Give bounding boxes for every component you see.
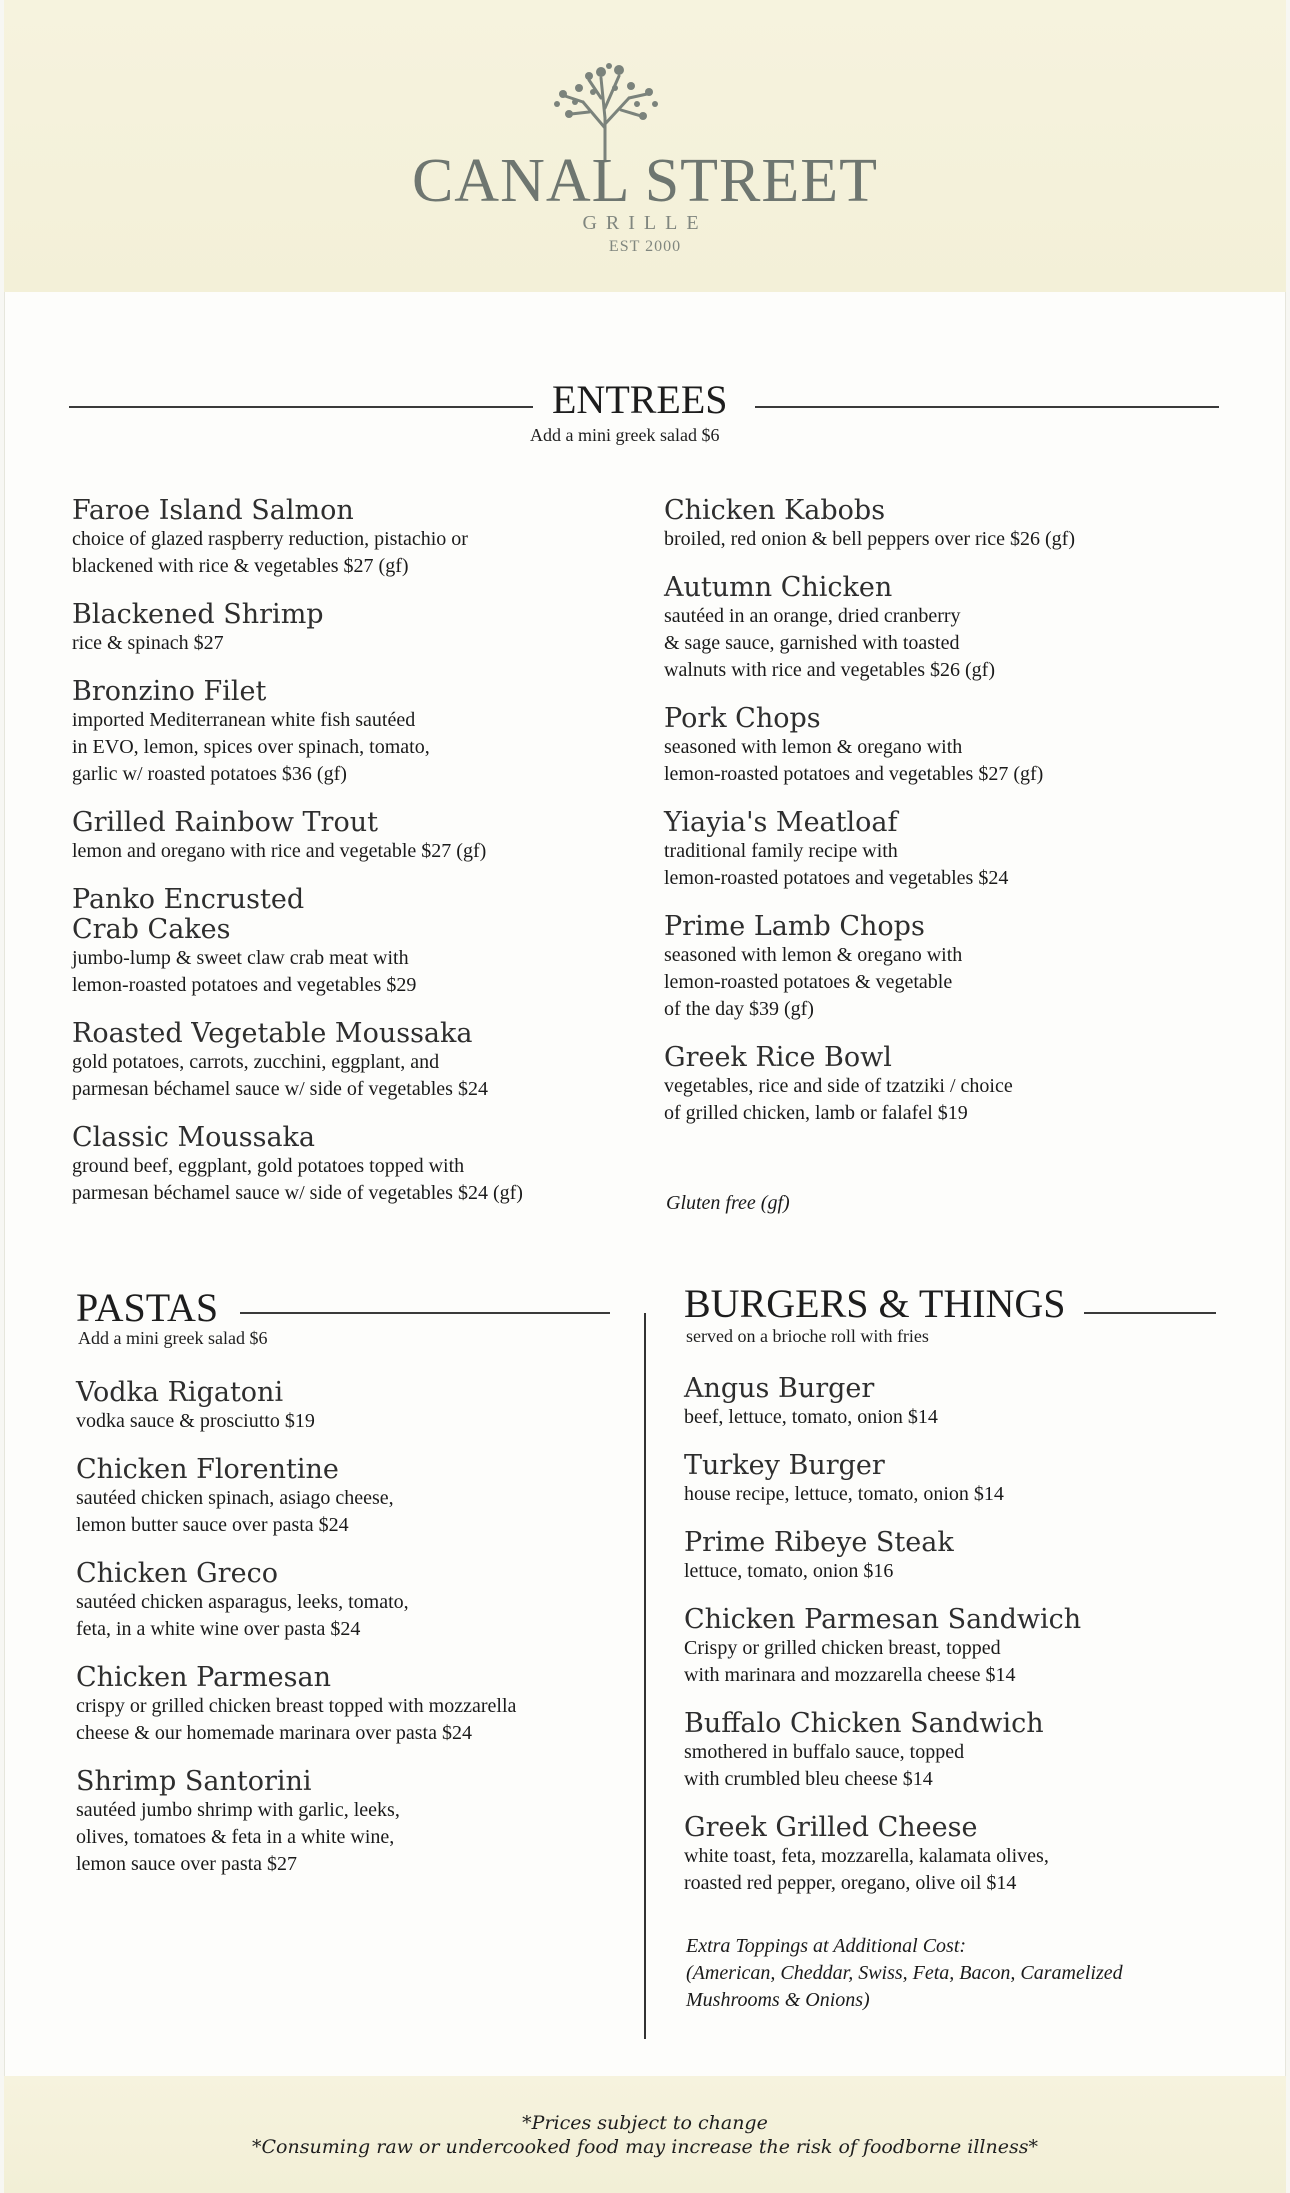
menu-item-description: rice & spinach $27 [72, 632, 224, 654]
menu-item-name: Chicken Parmesan Sandwich [684, 1604, 1082, 1635]
menu-item [76, 1378, 636, 1435]
menu-item-name: Faroe Island Salmon [72, 495, 354, 526]
menu-item [72, 885, 632, 999]
menu-item-name: Shrimp Santorini [76, 1766, 312, 1797]
menu-item-description: traditional family recipe with lemon-roasted potatoes and vegetables $24 [664, 840, 1009, 889]
entrees-rule-left [69, 406, 533, 408]
restaurant-name: CANAL STREET [411, 147, 879, 215]
menu-item-name: Greek Grilled Cheese [684, 1812, 978, 1843]
menu-item-description: house recipe, lettuce, tomato, onion $14 [684, 1483, 1004, 1505]
menu-item-description: sautéed chicken spinach, asiago cheese, lemon butter sauce over pasta $24 [76, 1487, 394, 1536]
menu-item [664, 573, 1264, 684]
menu-item [664, 1043, 1264, 1127]
menu-item-description: sautéed jumbo shrimp with garlic, leeks, olives, tomatoes & feta in a white wine, lemon sauce over pasta $27 [76, 1799, 400, 1875]
menu-item-description: vodka sauce & prosciutto $19 [76, 1410, 315, 1432]
menu-item [72, 1019, 632, 1103]
menu-item-description: seasoned with lemon & oregano with lemon-roasted potatoes & vegetable of the day $39 (gf) [664, 944, 963, 1020]
menu-item-name: Roasted Vegetable Moussaka [72, 1018, 473, 1049]
pastas-note: Add a mini greek salad $6 [78, 1328, 268, 1348]
menu-item-name: Prime Lamb Chops [664, 911, 925, 942]
menu-item-description: lettuce, tomato, onion $16 [684, 1560, 894, 1582]
menu-item-name: Prime Ribeye Steak [684, 1527, 954, 1558]
column-divider [644, 1313, 646, 2039]
menu-item [76, 1455, 636, 1539]
menu-item [76, 1767, 636, 1878]
menu-item-description: seasoned with lemon & oregano with lemon-roasted potatoes and vegetables $27 (gf) [664, 736, 1044, 785]
menu-item-description: gold potatoes, carrots, zucchini, eggplant, and parmesan béchamel sauce w/ side of vegetables $24 [72, 1051, 488, 1100]
menu-item-name: Vodka Rigatoni [76, 1377, 284, 1408]
restaurant-established: EST 2000 [608, 238, 682, 255]
menu-item-description: beef, lettuce, tomato, onion $14 [684, 1406, 938, 1428]
pastas-column [76, 1378, 636, 1898]
menu-item-description: sautéed chicken asparagus, leeks, tomato, feta, in a white wine over pasta $24 [76, 1591, 409, 1640]
menu-item-description: sautéed in an orange, dried cranberry & sage sauce, garnished with toasted walnuts with rice and vegetables $26 (gf) [664, 605, 996, 681]
menu-item [72, 808, 632, 865]
menu-item-description: lemon and oregano with rice and vegetable $27 (gf) [72, 840, 487, 862]
menu-item-description: crispy or grilled chicken breast topped with mozzarella cheese & our homemade marinara over pasta $24 [76, 1695, 517, 1744]
menu-item [76, 1663, 636, 1747]
entrees-title: ENTREES [552, 377, 728, 422]
menu-footer [4, 2076, 1286, 2193]
footer-health-warning: *Consuming raw or undercooked food may increase the risk of foodborne illness* [252, 2136, 1038, 2158]
menu-item [72, 600, 632, 657]
menu-item [664, 912, 1264, 1023]
menu-item [72, 1123, 632, 1207]
entrees-note: Add a mini greek salad $6 [530, 425, 720, 445]
menu-item-name: Bronzino Filet [72, 676, 267, 707]
menu-item-description: Crispy or grilled chicken breast, topped with marinara and mozzarella cheese $14 [684, 1637, 1016, 1686]
menu-item [684, 1709, 1284, 1793]
entrees-left-column [72, 496, 632, 1227]
menu-item [684, 1451, 1284, 1508]
menu-item [76, 1559, 636, 1643]
menu-item-name: Turkey Burger [684, 1450, 885, 1481]
menu-item-name: Panko Encrusted Crab Cakes [72, 884, 305, 945]
menu-item-name: Chicken Kabobs [664, 495, 886, 526]
menu-item [72, 496, 632, 580]
burgers-title: BURGERS & THINGS [684, 1281, 1066, 1326]
menu-item-name: Grilled Rainbow Trout [72, 807, 378, 838]
menu-item [72, 677, 632, 788]
menu-item [664, 808, 1264, 892]
restaurant-subtitle: GRILLE [582, 212, 708, 234]
menu-item [664, 704, 1264, 788]
menu-item-name: Chicken Greco [76, 1558, 278, 1589]
menu-page [4, 0, 1286, 2193]
menu-item-description: vegetables, rice and side of tzatziki / choice of grilled chicken, lamb or falafel $19 [664, 1075, 1013, 1124]
menu-item-description: broiled, red onion & bell peppers over rice $26 (gf) [664, 528, 1075, 550]
menu-header [4, 0, 1286, 292]
menu-item [684, 1528, 1284, 1585]
burgers-rule [1084, 1312, 1216, 1314]
menu-item-name: Chicken Parmesan [76, 1662, 331, 1693]
menu-item-name: Greek Rice Bowl [664, 1042, 892, 1073]
burgers-column [684, 1374, 1284, 1917]
menu-item-name: Angus Burger [684, 1373, 875, 1404]
menu-item-name: Chicken Florentine [76, 1454, 339, 1485]
menu-item-name: Buffalo Chicken Sandwich [684, 1708, 1044, 1739]
menu-item-description: ground beef, eggplant, gold potatoes topped with parmesan béchamel sauce w/ side of vegetables $24 (gf) [72, 1155, 523, 1204]
menu-item-description: choice of glazed raspberry reduction, pistachio or blackened with rice & vegetables $27 (gf) [72, 528, 468, 577]
pastas-title: PASTAS [76, 1285, 219, 1330]
gluten-free-note: Gluten free (gf) [666, 1192, 790, 1214]
menu-item [684, 1374, 1284, 1431]
menu-item-description: imported Mediterranean white fish sautéed in EVO, lemon, spices over spinach, tomato, garlic w/ roasted potatoes $36 (gf) [72, 709, 430, 785]
menu-item-description: jumbo-lump & sweet claw crab meat with lemon-roasted potatoes and vegetables $29 [72, 947, 417, 996]
menu-item [684, 1813, 1284, 1897]
menu-item-description: smothered in buffalo sauce, topped with crumbled bleu cheese $14 [684, 1741, 965, 1790]
menu-item [664, 496, 1264, 553]
footer-prices-note: *Prices subject to change [522, 2112, 768, 2134]
extra-toppings-note: Extra Toppings at Additional Cost: (American, Cheddar, Swiss, Feta, Bacon, Caramelized Mushrooms & Onions) [686, 1935, 1123, 2011]
menu-item-name: Autumn Chicken [664, 572, 893, 603]
menu-item-name: Classic Moussaka [72, 1122, 315, 1153]
menu-item-name: Pork Chops [664, 703, 821, 734]
entrees-right-column [664, 496, 1264, 1147]
menu-item-name: Blackened Shrimp [72, 599, 324, 630]
menu-item-description: white toast, feta, mozzarella, kalamata olives, roasted red pepper, oregano, olive oil $14 [684, 1845, 1049, 1894]
menu-item [684, 1605, 1284, 1689]
pastas-rule [240, 1312, 610, 1314]
entrees-rule-right [755, 406, 1219, 408]
burgers-note: served on a brioche roll with fries [686, 1326, 929, 1346]
menu-item-name: Yiayia's Meatloaf [664, 807, 898, 838]
